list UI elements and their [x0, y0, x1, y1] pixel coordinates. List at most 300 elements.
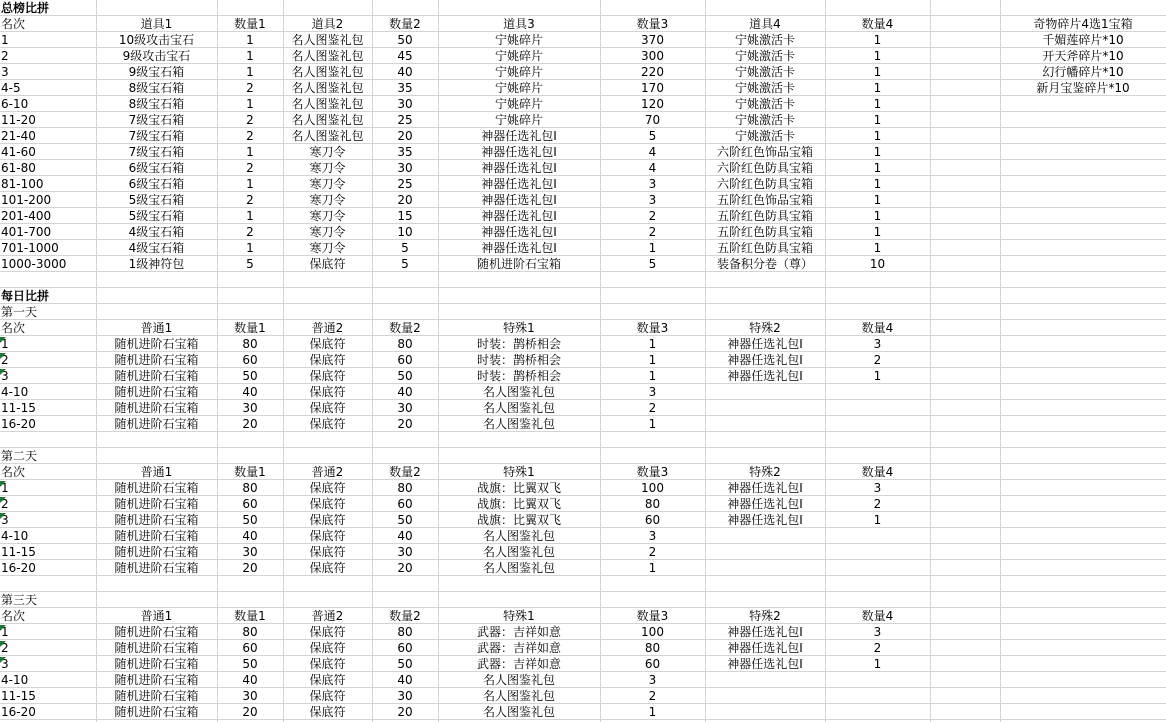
table-cell[interactable]: 20 [397, 561, 413, 575]
column-header[interactable]: 数量4 [861, 321, 894, 335]
table-cell[interactable]: 6级宝石箱 [128, 161, 185, 175]
table-cell[interactable]: 2 [873, 497, 882, 511]
table-cell[interactable]: 2 [246, 81, 254, 95]
table-cell[interactable]: 4级宝石箱 [128, 241, 185, 255]
table-cell[interactable]: 随机进阶石宝箱 [114, 689, 199, 703]
table-cell[interactable]: 80 [644, 497, 661, 511]
table-cell[interactable]: 随机进阶石宝箱 [114, 417, 199, 431]
table-cell[interactable]: 名人图鉴礼包 [291, 129, 364, 143]
table-cell[interactable]: 3 [648, 673, 657, 687]
column-header[interactable]: 普通1 [140, 465, 173, 479]
table-cell[interactable]: 名人图鉴礼包 [291, 33, 364, 47]
table-cell[interactable]: 随机进阶石宝箱 [114, 497, 199, 511]
table-cell[interactable]: 401-700 [1, 225, 52, 239]
table-cell[interactable]: 武器：吉祥如意 [476, 625, 561, 639]
table-cell[interactable]: 60 [397, 641, 413, 655]
table-cell[interactable]: 1 [648, 241, 657, 255]
table-cell[interactable]: 1 [246, 97, 254, 111]
column-header[interactable]: 数量2 [389, 17, 421, 31]
table-cell[interactable]: 1 [873, 177, 882, 191]
table-cell[interactable]: 1 [246, 33, 254, 47]
table-cell[interactable] [705, 400, 825, 416]
table-cell[interactable]: 4-10 [1, 385, 29, 399]
table-cell[interactable]: 名人图鉴礼包 [291, 81, 364, 95]
column-header[interactable]: 数量1 [234, 17, 266, 31]
table-cell[interactable]: 50 [397, 657, 413, 671]
table-cell[interactable]: 2 [246, 113, 254, 127]
table-cell[interactable]: 60 [242, 497, 258, 511]
table-cell[interactable]: 10 [397, 225, 413, 239]
table-cell[interactable]: 神器任选礼包Ⅰ [727, 497, 803, 511]
table-cell[interactable]: 神器任选礼包Ⅰ [727, 641, 803, 655]
table-cell[interactable]: 20 [397, 129, 413, 143]
column-header[interactable]: 道具1 [140, 17, 173, 31]
column-header[interactable]: 名次 [1, 465, 26, 479]
table-cell[interactable]: 170 [641, 81, 664, 95]
table-cell[interactable] [825, 400, 930, 416]
table-cell[interactable]: 30 [242, 545, 258, 559]
table-cell[interactable]: 220 [641, 65, 664, 79]
table-cell[interactable] [825, 688, 930, 704]
table-cell[interactable]: 3 [873, 337, 882, 351]
table-cell[interactable] [705, 704, 825, 720]
table-cell[interactable]: 5 [401, 241, 409, 255]
table-cell[interactable]: 120 [641, 97, 664, 111]
table-cell[interactable]: 保底符 [309, 561, 346, 575]
table-cell[interactable]: 20 [242, 417, 258, 431]
table-cell[interactable]: 10级攻击宝石 [118, 33, 195, 47]
table-cell[interactable]: 5 [246, 257, 254, 271]
table-cell[interactable]: 20 [397, 193, 413, 207]
column-header[interactable]: 特殊2 [749, 609, 781, 623]
table-cell[interactable]: 3 [1, 369, 9, 383]
column-header[interactable]: 特殊2 [749, 465, 781, 479]
table-cell[interactable]: 60 [242, 641, 258, 655]
table-cell[interactable]: 3 [873, 625, 882, 639]
column-header[interactable]: 名次 [1, 17, 26, 31]
day-label[interactable]: 第二天 [1, 449, 38, 463]
table-cell[interactable]: 20 [397, 417, 413, 431]
column-header[interactable]: 特殊1 [503, 609, 535, 623]
day-label[interactable]: 第三天 [1, 593, 38, 607]
table-cell[interactable] [825, 560, 930, 576]
table-cell[interactable]: 2 [1, 353, 9, 367]
table-cell[interactable]: 神器任选礼包Ⅰ [481, 161, 557, 175]
table-cell[interactable]: 保底符 [309, 481, 346, 495]
table-cell[interactable]: 名人图鉴礼包 [482, 529, 555, 543]
table-cell[interactable] [705, 544, 825, 560]
table-cell[interactable]: 20 [242, 561, 258, 575]
table-cell[interactable]: 保底符 [309, 529, 346, 543]
table-cell[interactable]: 100 [641, 481, 664, 495]
table-cell[interactable]: 1 [873, 33, 882, 47]
table-cell[interactable]: 寒刀令 [309, 209, 346, 223]
table-cell[interactable]: 神器任选礼包Ⅰ [727, 481, 803, 495]
table-cell[interactable]: 61-80 [1, 161, 36, 175]
column-header[interactable]: 数量1 [234, 465, 266, 479]
column-header[interactable]: 数量4 [861, 609, 894, 623]
table-cell[interactable]: 6-10 [1, 97, 29, 111]
table-cell[interactable]: 神器任选礼包Ⅰ [727, 513, 803, 527]
table-cell[interactable]: 宁姚激活卡 [734, 33, 795, 47]
table-cell[interactable]: 30 [397, 97, 413, 111]
table-cell[interactable]: 80 [644, 641, 661, 655]
table-cell[interactable]: 25 [397, 113, 413, 127]
table-cell[interactable]: 4-10 [1, 529, 29, 543]
table-cell[interactable]: 宁姚碎片 [494, 113, 543, 127]
table-cell[interactable]: 30 [397, 545, 413, 559]
table-cell[interactable]: 20 [397, 705, 413, 719]
table-cell[interactable]: 4 [648, 161, 657, 175]
table-cell[interactable]: 1 [873, 113, 882, 127]
table-cell[interactable]: 名人图鉴礼包 [482, 417, 555, 431]
table-cell[interactable]: 随机进阶石宝箱 [114, 369, 199, 383]
column-header[interactable]: 道具3 [503, 17, 535, 31]
table-cell[interactable] [825, 672, 930, 688]
table-cell[interactable]: 随机进阶石宝箱 [114, 401, 199, 415]
table-cell[interactable]: 80 [397, 337, 413, 351]
table-cell[interactable]: 60 [397, 497, 413, 511]
table-cell[interactable]: 名人图鉴礼包 [291, 65, 364, 79]
table-cell[interactable]: 1 [873, 193, 882, 207]
table-cell[interactable]: 神器任选礼包Ⅰ [481, 241, 557, 255]
table-cell[interactable]: 15 [397, 209, 413, 223]
table-cell[interactable]: 宁姚激活卡 [734, 129, 795, 143]
day-label[interactable]: 第一天 [1, 305, 38, 319]
table-cell[interactable]: 40 [397, 65, 413, 79]
table-cell[interactable]: 1 [648, 705, 657, 719]
table-cell[interactable]: 80 [242, 481, 258, 495]
table-cell[interactable]: 10 [869, 257, 886, 271]
table-cell[interactable]: 4-10 [1, 673, 29, 687]
table-cell[interactable]: 随机进阶石宝箱 [114, 561, 199, 575]
table-cell[interactable]: 战旗：比翼双飞 [476, 481, 561, 495]
table-cell[interactable]: 保底符 [309, 657, 346, 671]
table-cell[interactable]: 名人图鉴礼包 [482, 385, 555, 399]
table-cell[interactable]: 1 [873, 81, 882, 95]
table-cell[interactable]: 80 [242, 625, 258, 639]
table-cell[interactable]: 随机进阶石宝箱 [476, 257, 561, 271]
table-cell[interactable]: 1 [873, 657, 882, 671]
table-cell[interactable]: 随机进阶石宝箱 [114, 657, 199, 671]
side-box-item[interactable]: 千媚莲碎片*10 [1042, 33, 1124, 47]
table-cell[interactable]: 50 [242, 657, 258, 671]
table-cell[interactable]: 名人图鉴礼包 [482, 561, 555, 575]
table-cell[interactable]: 16-20 [1, 705, 36, 719]
table-cell[interactable]: 神器任选礼包Ⅰ [727, 369, 803, 383]
table-cell[interactable]: 35 [397, 145, 413, 159]
table-cell[interactable]: 6级宝石箱 [128, 177, 185, 191]
table-cell[interactable] [705, 688, 825, 704]
table-cell[interactable]: 4-5 [1, 81, 21, 95]
column-header[interactable]: 数量3 [636, 17, 669, 31]
table-cell[interactable]: 60 [397, 353, 413, 367]
table-cell[interactable]: 保底符 [309, 401, 346, 415]
table-cell[interactable]: 神器任选礼包Ⅰ [481, 145, 557, 159]
table-cell[interactable]: 7级宝石箱 [128, 113, 185, 127]
table-cell[interactable]: 保底符 [309, 705, 346, 719]
table-cell[interactable]: 1 [873, 513, 882, 527]
table-cell[interactable]: 随机进阶石宝箱 [114, 625, 199, 639]
table-cell[interactable]: 2 [873, 353, 882, 367]
table-cell[interactable]: 1级神符包 [128, 257, 185, 271]
table-cell[interactable]: 50 [242, 513, 258, 527]
table-cell[interactable]: 神器任选礼包Ⅰ [727, 337, 803, 351]
side-box-title[interactable]: 奇物碎片4选1宝箱 [1033, 17, 1133, 31]
table-cell[interactable]: 30 [242, 401, 258, 415]
table-cell[interactable]: 1 [873, 97, 882, 111]
table-cell[interactable]: 1 [873, 241, 882, 255]
table-cell[interactable]: 30 [397, 161, 413, 175]
table-cell[interactable]: 1 [648, 337, 657, 351]
table-cell[interactable]: 1 [1, 33, 9, 47]
table-cell[interactable]: 201-400 [1, 209, 52, 223]
table-cell[interactable]: 60 [644, 657, 661, 671]
column-header[interactable]: 普通2 [311, 465, 344, 479]
table-cell[interactable]: 五阶红色饰品宝箱 [716, 193, 813, 207]
table-cell[interactable]: 3 [1, 657, 9, 671]
table-cell[interactable]: 30 [397, 401, 413, 415]
table-cell[interactable]: 40 [397, 529, 413, 543]
table-cell[interactable]: 2 [648, 209, 657, 223]
table-cell[interactable]: 随机进阶石宝箱 [114, 337, 199, 351]
table-cell[interactable]: 宁姚激活卡 [734, 113, 795, 127]
table-cell[interactable]: 81-100 [1, 177, 44, 191]
table-cell[interactable]: 神器任选礼包Ⅰ [727, 353, 803, 367]
table-cell[interactable]: 名人图鉴礼包 [482, 689, 555, 703]
column-header[interactable]: 数量3 [636, 609, 669, 623]
table-cell[interactable]: 1 [648, 561, 657, 575]
table-cell[interactable]: 11-15 [1, 689, 36, 703]
table-cell[interactable]: 21-40 [1, 129, 36, 143]
column-header[interactable]: 数量2 [389, 321, 421, 335]
table-cell[interactable]: 80 [397, 481, 413, 495]
table-cell[interactable]: 35 [397, 81, 413, 95]
table-cell[interactable]: 16-20 [1, 417, 36, 431]
column-header[interactable]: 数量1 [234, 609, 266, 623]
table-cell[interactable]: 五阶红色防具宝箱 [716, 225, 813, 239]
table-cell[interactable]: 宁姚激活卡 [734, 49, 795, 63]
table-cell[interactable]: 70 [644, 113, 661, 127]
table-cell[interactable]: 30 [242, 689, 258, 703]
table-cell[interactable]: 9级攻击宝石 [122, 49, 191, 63]
table-cell[interactable]: 随机进阶石宝箱 [114, 481, 199, 495]
table-cell[interactable]: 40 [397, 385, 413, 399]
table-cell[interactable]: 名人图鉴礼包 [482, 705, 555, 719]
table-cell[interactable]: 随机进阶石宝箱 [114, 513, 199, 527]
table-cell[interactable]: 5 [401, 257, 409, 271]
side-box-item[interactable]: 新月宝鉴碎片*10 [1036, 81, 1130, 95]
table-cell[interactable]: 1 [246, 241, 254, 255]
table-cell[interactable]: 寒刀令 [309, 145, 346, 159]
table-cell[interactable]: 寒刀令 [309, 241, 346, 255]
table-cell[interactable]: 45 [397, 49, 413, 63]
table-cell[interactable]: 9级宝石箱 [128, 65, 185, 79]
table-cell[interactable] [705, 560, 825, 576]
table-cell[interactable]: 5级宝石箱 [128, 193, 185, 207]
column-header[interactable]: 名次 [1, 609, 26, 623]
table-cell[interactable] [825, 384, 930, 400]
table-cell[interactable]: 100 [641, 625, 664, 639]
table-cell[interactable]: 1000-3000 [1, 257, 67, 271]
table-cell[interactable]: 武器：吉祥如意 [476, 657, 561, 671]
table-cell[interactable]: 50 [397, 513, 413, 527]
table-cell[interactable]: 宁姚碎片 [494, 81, 543, 95]
table-cell[interactable]: 2 [246, 161, 254, 175]
table-cell[interactable]: 时装：鹊桥相会 [476, 337, 561, 351]
table-cell[interactable]: 3 [648, 529, 657, 543]
table-cell[interactable]: 宁姚碎片 [494, 49, 543, 63]
table-cell[interactable]: 战旗：比翼双飞 [476, 513, 561, 527]
table-cell[interactable]: 2 [648, 545, 657, 559]
table-cell[interactable]: 701-1000 [1, 241, 59, 255]
table-cell[interactable]: 101-200 [1, 193, 52, 207]
column-header[interactable]: 数量3 [636, 321, 669, 335]
column-header[interactable]: 特殊1 [503, 465, 535, 479]
table-cell[interactable]: 1 [246, 49, 254, 63]
column-header[interactable]: 道具2 [311, 17, 344, 31]
table-cell[interactable]: 宁姚激活卡 [734, 81, 795, 95]
table-cell[interactable]: 3 [648, 385, 657, 399]
table-cell[interactable]: 1 [873, 369, 882, 383]
table-cell[interactable]: 保底符 [309, 545, 346, 559]
column-header[interactable]: 名次 [1, 321, 26, 335]
table-cell[interactable]: 1 [873, 129, 882, 143]
table-cell[interactable]: 50 [242, 369, 258, 383]
column-header[interactable]: 数量4 [861, 465, 894, 479]
table-cell[interactable]: 随机进阶石宝箱 [114, 385, 199, 399]
column-header[interactable]: 数量2 [389, 465, 421, 479]
table-cell[interactable]: 20 [242, 705, 258, 719]
side-box-item[interactable]: 幻行幡碎片*10 [1042, 65, 1124, 79]
column-header[interactable]: 普通1 [140, 609, 173, 623]
table-cell[interactable]: 寒刀令 [309, 177, 346, 191]
table-cell[interactable]: 50 [397, 369, 413, 383]
table-cell[interactable]: 1 [873, 65, 882, 79]
table-cell[interactable]: 2 [648, 401, 657, 415]
table-cell[interactable]: 保底符 [309, 257, 346, 271]
table-cell[interactable] [825, 416, 930, 432]
table-cell[interactable]: 保底符 [309, 641, 346, 655]
table-cell[interactable]: 时装：鹊桥相会 [476, 369, 561, 383]
table-cell[interactable]: 2 [246, 193, 254, 207]
table-cell[interactable]: 40 [242, 529, 258, 543]
table-cell[interactable]: 11-20 [1, 113, 36, 127]
table-cell[interactable]: 1 [873, 161, 882, 175]
table-cell[interactable] [705, 672, 825, 688]
table-cell[interactable]: 名人图鉴礼包 [291, 49, 364, 63]
table-cell[interactable]: 8级宝石箱 [128, 81, 185, 95]
column-header[interactable]: 数量3 [636, 465, 669, 479]
table-cell[interactable]: 2 [873, 641, 882, 655]
table-cell[interactable]: 3 [648, 193, 657, 207]
table-cell[interactable]: 名人图鉴礼包 [482, 673, 555, 687]
table-cell[interactable]: 神器任选礼包Ⅰ [481, 225, 557, 239]
table-cell[interactable]: 25 [397, 177, 413, 191]
table-cell[interactable]: 名人图鉴礼包 [291, 97, 364, 111]
column-header[interactable]: 特殊1 [503, 321, 535, 335]
table-cell[interactable]: 五阶红色防具宝箱 [716, 241, 813, 255]
table-cell[interactable]: 41-60 [1, 145, 36, 159]
table-cell[interactable]: 保底符 [309, 673, 346, 687]
table-cell[interactable]: 16-20 [1, 561, 36, 575]
table-cell[interactable] [825, 528, 930, 544]
table-cell[interactable]: 4级宝石箱 [128, 225, 185, 239]
table-cell[interactable]: 7级宝石箱 [128, 129, 185, 143]
table-cell[interactable]: 8级宝石箱 [128, 97, 185, 111]
section-title[interactable]: 总榜比拼 [1, 1, 50, 15]
table-cell[interactable]: 随机进阶石宝箱 [114, 545, 199, 559]
column-header[interactable]: 普通1 [140, 321, 173, 335]
table-cell[interactable]: 5级宝石箱 [128, 209, 185, 223]
table-cell[interactable]: 60 [242, 353, 258, 367]
table-cell[interactable]: 时装：鹊桥相会 [476, 353, 561, 367]
table-cell[interactable]: 2 [1, 641, 9, 655]
table-cell[interactable]: 寒刀令 [309, 193, 346, 207]
table-cell[interactable]: 宁姚碎片 [494, 65, 543, 79]
table-cell[interactable]: 保底符 [309, 353, 346, 367]
table-cell[interactable]: 30 [397, 689, 413, 703]
column-header[interactable]: 数量2 [389, 609, 421, 623]
table-cell[interactable]: 神器任选礼包Ⅰ [481, 209, 557, 223]
table-cell[interactable]: 7级宝石箱 [128, 145, 185, 159]
table-cell[interactable]: 神器任选礼包Ⅰ [727, 657, 803, 671]
table-cell[interactable]: 保底符 [309, 625, 346, 639]
table-cell[interactable]: 名人图鉴礼包 [482, 545, 555, 559]
table-cell[interactable]: 300 [641, 49, 664, 63]
table-cell[interactable]: 保底符 [309, 689, 346, 703]
table-cell[interactable]: 1 [873, 225, 882, 239]
table-cell[interactable]: 神器任选礼包Ⅰ [481, 193, 557, 207]
table-cell[interactable]: 3 [648, 177, 657, 191]
table-cell[interactable]: 寒刀令 [309, 225, 346, 239]
table-cell[interactable]: 1 [648, 369, 657, 383]
table-cell[interactable]: 80 [242, 337, 258, 351]
table-cell[interactable]: 11-15 [1, 545, 36, 559]
column-header[interactable]: 特殊2 [749, 321, 781, 335]
table-cell[interactable] [705, 416, 825, 432]
table-cell[interactable]: 4 [648, 145, 657, 159]
column-header[interactable]: 道具4 [749, 17, 781, 31]
table-cell[interactable]: 宁姚激活卡 [734, 97, 795, 111]
table-cell[interactable]: 1 [873, 145, 882, 159]
table-cell[interactable]: 保底符 [309, 513, 346, 527]
table-cell[interactable]: 保底符 [309, 417, 346, 431]
table-cell[interactable]: 神器任选礼包Ⅰ [481, 177, 557, 191]
table-cell[interactable]: 3 [1, 65, 9, 79]
table-cell[interactable]: 随机进阶石宝箱 [114, 641, 199, 655]
table-cell[interactable]: 80 [397, 625, 413, 639]
table-cell[interactable]: 六阶红色饰品宝箱 [716, 145, 813, 159]
column-header[interactable]: 普通2 [311, 609, 344, 623]
section-title[interactable]: 每日比拼 [1, 289, 50, 303]
column-header[interactable]: 普通2 [311, 321, 344, 335]
table-cell[interactable]: 1 [648, 417, 657, 431]
table-cell[interactable]: 2 [648, 689, 657, 703]
table-cell[interactable]: 2 [648, 225, 657, 239]
column-header[interactable]: 数量4 [861, 17, 894, 31]
table-cell[interactable]: 五阶红色防具宝箱 [716, 209, 813, 223]
table-cell[interactable]: 40 [242, 673, 258, 687]
column-header[interactable]: 数量1 [234, 321, 266, 335]
table-cell[interactable]: 60 [644, 513, 661, 527]
table-cell[interactable]: 战旗：比翼双飞 [476, 497, 561, 511]
table-cell[interactable]: 3 [873, 481, 882, 495]
table-cell[interactable] [825, 544, 930, 560]
table-cell[interactable]: 3 [1, 513, 9, 527]
table-cell[interactable]: 宁姚碎片 [494, 33, 543, 47]
table-cell[interactable]: 1 [246, 209, 254, 223]
